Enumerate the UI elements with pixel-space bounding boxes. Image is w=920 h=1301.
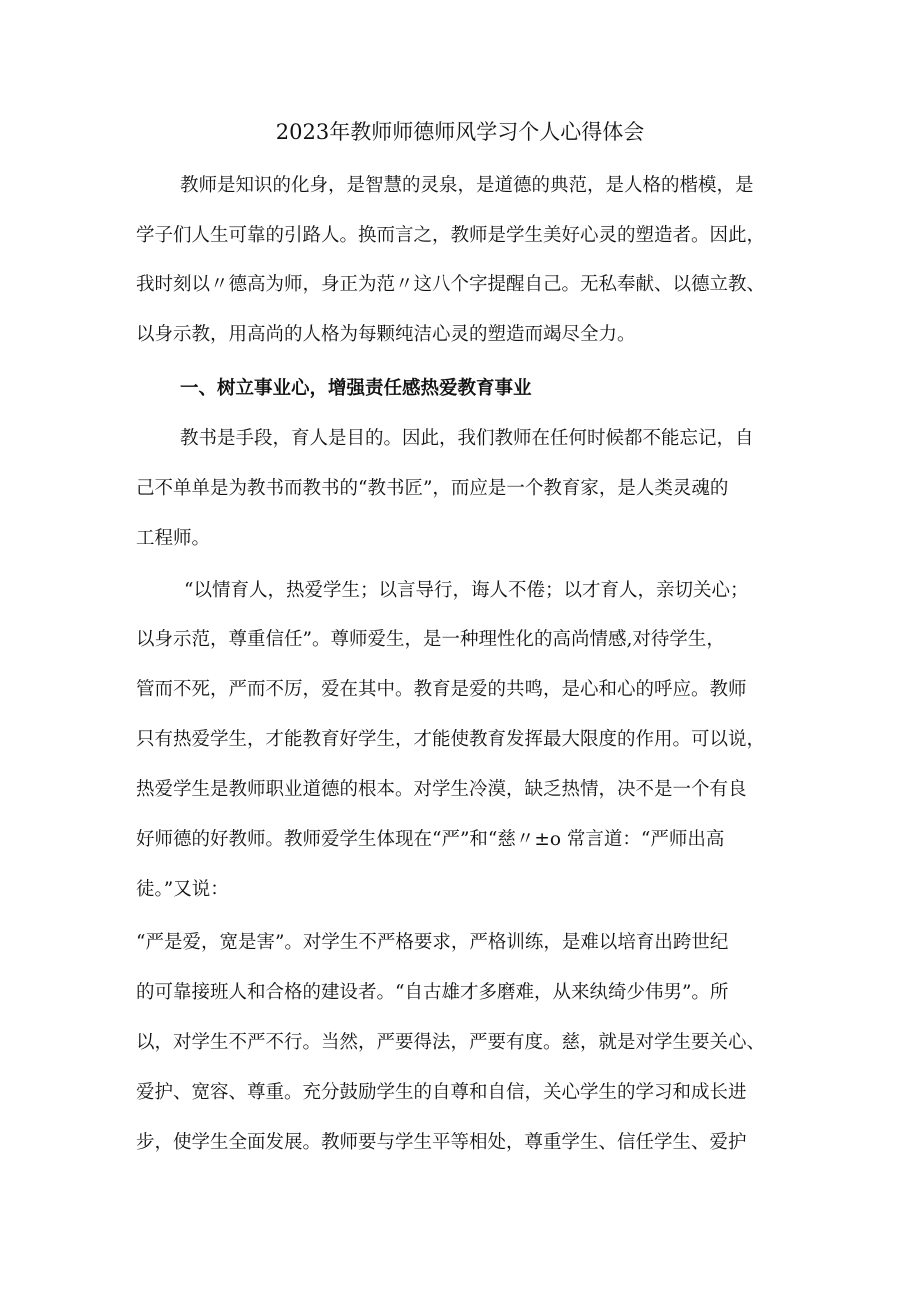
paragraph-4-line-3: 以，对学生不严不行。当然，严要得法，严要有度。慈，就是对学生要关心、 (136, 1032, 766, 1053)
paragraph-4-line-4: 爱护、宽容、尊重。充分鼓励学生的自尊和自信，关心学生的学习和成长进 (136, 1082, 747, 1103)
paragraph-4-line-5: 步，使学生全面发展。教师要与学生平等相处，尊重学生、信任学生、爱护 (136, 1132, 747, 1153)
section-heading-1: 一、树立事业心，增强责任感热爱教育事业 (180, 378, 532, 399)
paragraph-3-line-2: 以身示范，尊重信任”。尊师爱生，是一种理性化的高尚情感,对待学生， (136, 629, 725, 650)
paragraph-4-line-2: 的可靠接班人和合格的建设者。“自古雄才多磨难，从来纨绮少伟男”。所 (136, 982, 729, 1003)
paragraph-1-line-3: 我时刻以〃德高为师，身正为范〃这八个字提醒自己。无私奉献、以德立教、 (136, 274, 766, 295)
paragraph-4-line-1: “严是爱，宽是害”。对学生不严格要求，严格训练，是难以培育出跨世纪 (136, 932, 729, 953)
paragraph-2-line-1: 教书是手段，育人是目的。因此，我们教师在任何时候都不能忘记，自 (180, 428, 754, 449)
paragraph-3-line-6: 好师德的好教师。教师爱学生体现在“严”和“慈〃±o 常言道：“严师出高 (136, 829, 725, 850)
paragraph-3-line-1: “以情育人，热爱学生；以言导行，诲人不倦；以才育人，亲切关心； (184, 580, 749, 601)
paragraph-1-line-4: 以身示教，用高尚的人格为每颗纯洁心灵的塑造而竭尽全力。 (136, 324, 636, 345)
paragraph-3-line-4: 只有热爱学生，才能教育好学生，才能使教育发挥最大限度的作用。可以说， (136, 729, 766, 750)
paragraph-2-line-2: 己不单单是为教书而教书的“教书匠”，而应是一个教育家，是人类灵魂的 (136, 478, 729, 499)
paragraph-2-line-3: 工程师。 (136, 528, 211, 549)
paragraph-3-line-7: 徒。”又说： (136, 879, 229, 900)
paragraph-3-line-3: 管而不死，严而不厉，爱在其中。教育是爱的共鸣，是心和心的呼应。教师 (136, 679, 747, 700)
paragraph-1-line-2: 学子们人生可靠的引路人。换而言之，教师是学生美好心灵的塑造者。因此， (136, 225, 766, 246)
paragraph-3-line-5: 热爱学生是教师职业道德的根本。对学生冷漠，缺乏热情，决不是一个有良 (136, 779, 747, 800)
document-title: 2023年教师师德师风学习个人心得体会 (275, 120, 645, 144)
paragraph-1-line-1: 教师是知识的化身，是智慧的灵泉，是道德的典范，是人格的楷模，是 (180, 175, 754, 196)
